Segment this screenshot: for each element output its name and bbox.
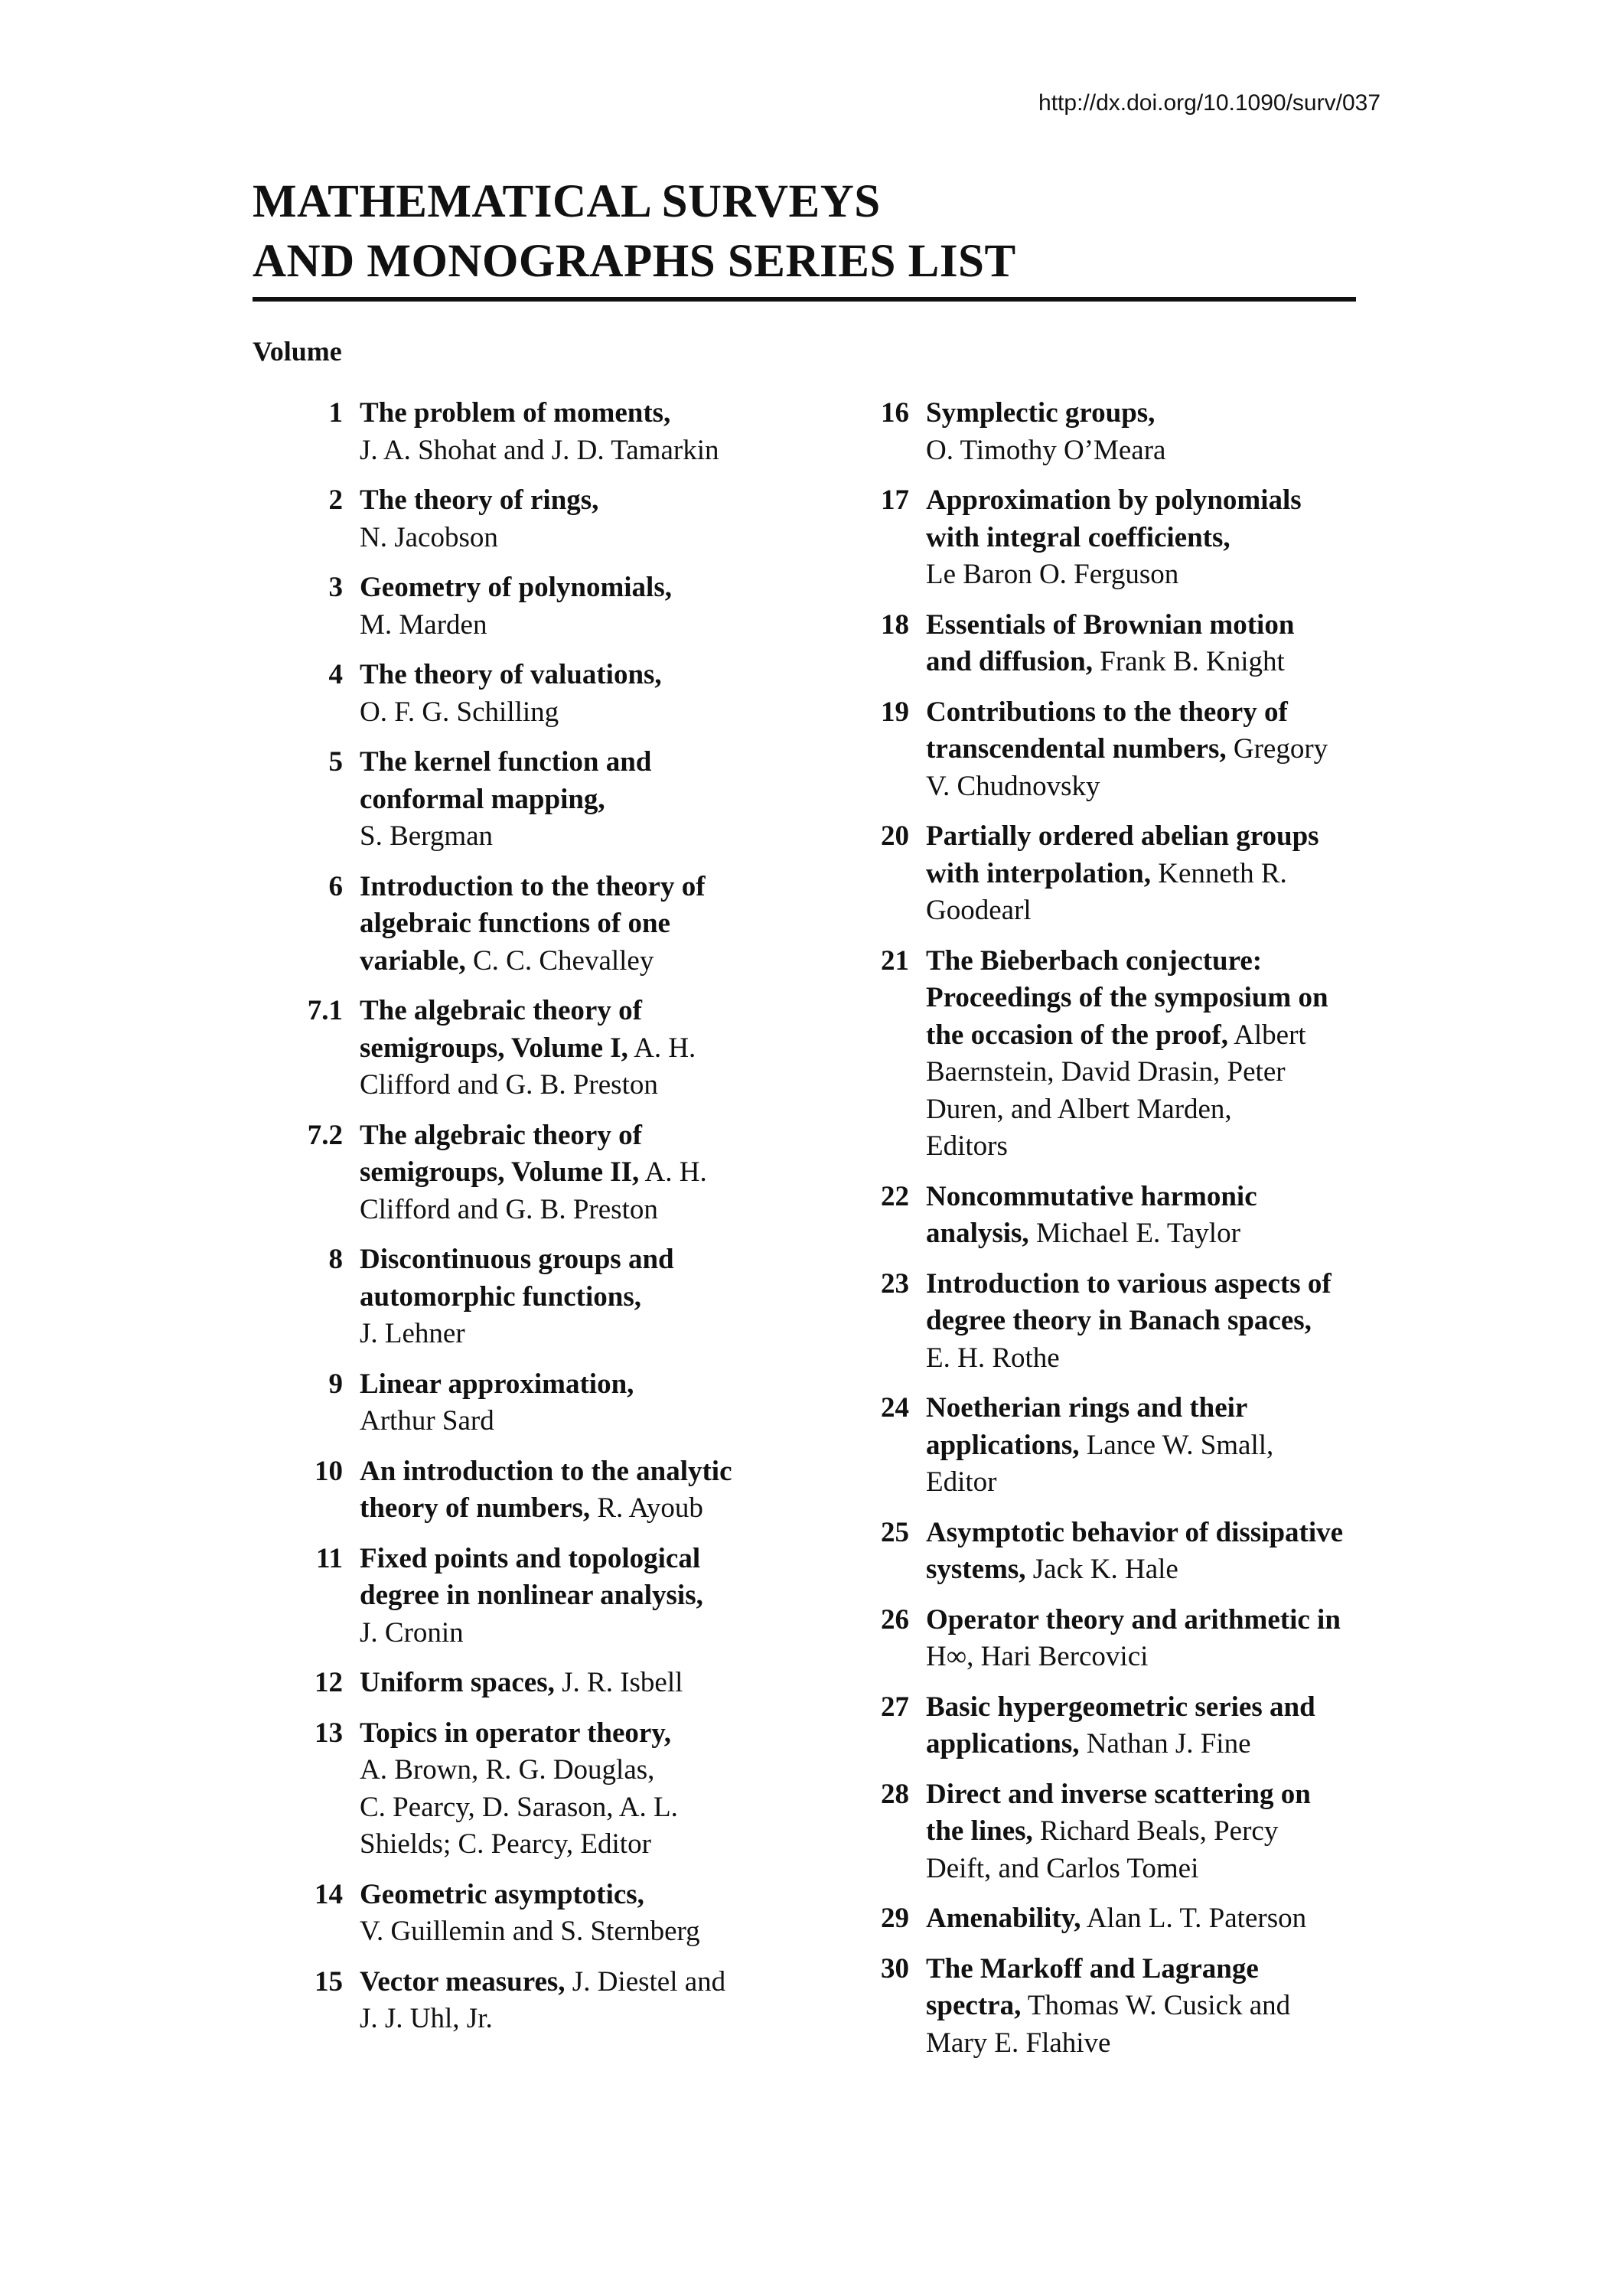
entry-text xyxy=(360,1665,804,1702)
entry-line xyxy=(926,943,1370,980)
series-entry xyxy=(283,1366,804,1440)
author-text: Frank B. Knight xyxy=(1093,646,1285,677)
volume-number: 28 xyxy=(881,1778,909,1810)
volume-number: 26 xyxy=(881,1603,909,1636)
book-title: automorphic functions, xyxy=(360,1280,641,1313)
author-line: O. F. G. Schilling xyxy=(360,696,559,728)
author-text: H∞, Hari Bercovici xyxy=(926,1641,1149,1672)
entry-text xyxy=(926,1602,1370,1676)
series-entry xyxy=(283,482,804,556)
series-entry xyxy=(849,607,1370,681)
volume-number: 11 xyxy=(316,1542,343,1574)
entry-line xyxy=(360,905,804,943)
series-entry xyxy=(283,1241,804,1353)
volume-number: 18 xyxy=(881,608,909,641)
entry-text xyxy=(926,818,1370,930)
author-text: Alan L. T. Paterson xyxy=(1081,1903,1307,1934)
entry-line xyxy=(360,943,804,980)
entry-line xyxy=(360,395,804,432)
book-title: degree in nonlinear analysis, xyxy=(360,1580,703,1611)
series-entry xyxy=(283,744,804,856)
author-line: Mary E. Flahive xyxy=(926,2027,1111,2059)
series-entry xyxy=(283,1877,804,1951)
volume-number: 19 xyxy=(881,696,909,728)
volume-number: 5 xyxy=(328,746,343,778)
book-title: with integral coefficients, xyxy=(926,521,1231,553)
author-text: Thomas W. Cusick and xyxy=(1021,1990,1291,2021)
series-entry xyxy=(849,818,1370,930)
entry-text xyxy=(926,1179,1370,1253)
entry-line xyxy=(926,520,1370,557)
book-title: Essentials of Brownian motion xyxy=(926,608,1295,641)
author-text: A. H. xyxy=(639,1156,707,1188)
entry-line xyxy=(360,1030,804,1068)
entry-line xyxy=(926,1266,1370,1303)
entry-line xyxy=(926,1988,1370,2025)
entry-text xyxy=(360,1541,804,1652)
entry-line xyxy=(360,1490,804,1528)
entry-line xyxy=(926,1215,1370,1253)
entry-text xyxy=(360,569,804,644)
entry-line xyxy=(360,1665,804,1702)
author-text: Gregory xyxy=(1226,733,1328,765)
volume-number: 22 xyxy=(881,1180,909,1212)
entry-text xyxy=(360,1117,804,1229)
author-line: Le Baron O. Ferguson xyxy=(926,559,1179,590)
book-title: Partially ordered abelian groups xyxy=(926,820,1319,852)
entry-line xyxy=(360,781,804,819)
author-line: J. Cronin xyxy=(360,1616,464,1649)
volume-number: 21 xyxy=(881,944,909,977)
entry-text xyxy=(926,607,1370,681)
title-divider xyxy=(253,297,1356,302)
entry-line xyxy=(360,869,804,906)
book-title: algebraic functions of one xyxy=(360,908,670,939)
book-title: Direct and inverse scattering on xyxy=(926,1778,1311,1810)
entry-line xyxy=(926,1813,1370,1851)
author-line: M. Marden xyxy=(360,608,487,641)
entry-line xyxy=(926,1551,1370,1589)
author-line: Duren, and Albert Marden, xyxy=(926,1093,1232,1125)
author-line: V. Chudnovsky xyxy=(926,770,1100,802)
entry-line xyxy=(360,657,804,694)
series-entry xyxy=(283,1715,804,1864)
entry-text xyxy=(926,395,1370,469)
book-title: Contributions to the theory of xyxy=(926,696,1288,728)
volume-number: 8 xyxy=(328,1244,343,1275)
author-line: N. Jacobson xyxy=(360,521,498,553)
series-entry xyxy=(849,482,1370,594)
entry-text xyxy=(360,869,804,980)
volume-number: 23 xyxy=(881,1267,909,1300)
volume-number: 1 xyxy=(328,397,343,429)
entry-text xyxy=(926,943,1370,1166)
series-entry xyxy=(283,993,804,1104)
volume-number: 12 xyxy=(315,1667,343,1698)
entry-line xyxy=(360,482,804,520)
entry-line xyxy=(926,856,1370,893)
book-title: Uniform spaces, xyxy=(360,1667,555,1698)
author-line: J. J. Uhl, Jr. xyxy=(360,2003,493,2034)
author-line: Clifford and G. B. Preston xyxy=(360,1193,658,1225)
page-title xyxy=(253,172,1362,292)
book-title: Topics in operator theory, xyxy=(360,1717,672,1749)
book-title: An introduction to the analytic xyxy=(360,1455,732,1487)
series-entry xyxy=(849,694,1370,806)
entry-line xyxy=(926,395,1370,432)
book-title: applications, xyxy=(926,1429,1080,1461)
book-title: Noetherian rings and their xyxy=(926,1392,1248,1424)
author-text: Albert xyxy=(1227,1019,1306,1051)
book-title: Fixed points and topological xyxy=(360,1542,701,1574)
volume-number: 15 xyxy=(315,1965,343,1998)
book-title: conformal mapping, xyxy=(360,783,605,815)
entry-line xyxy=(360,1279,804,1316)
entry-line xyxy=(926,1303,1370,1340)
series-entry xyxy=(849,1602,1370,1676)
book-title: transcendental numbers, xyxy=(926,733,1227,765)
book-title: systems, xyxy=(926,1554,1026,1585)
book-title: The kernel function and xyxy=(360,746,652,778)
volume-number: 7.1 xyxy=(307,995,343,1026)
series-entry xyxy=(849,1390,1370,1502)
volume-number: 3 xyxy=(328,572,343,603)
volume-number: 24 xyxy=(881,1392,909,1424)
author-line: Clifford and G. B. Preston xyxy=(360,1069,658,1101)
volume-heading: Volume xyxy=(253,336,342,367)
entry-line xyxy=(360,569,804,607)
entry-text xyxy=(360,1877,804,1951)
book-title: The Bieberbach conjecture: xyxy=(926,944,1263,977)
entry-text xyxy=(360,993,804,1104)
series-entry xyxy=(849,1179,1370,1253)
book-title: Proceedings of the symposium on xyxy=(926,982,1328,1013)
entry-line xyxy=(360,1453,804,1491)
series-entry xyxy=(283,395,804,469)
entry-line xyxy=(926,731,1370,768)
series-entry xyxy=(849,1900,1370,1938)
entry-text xyxy=(926,1689,1370,1763)
entry-text xyxy=(360,395,804,469)
entry-text xyxy=(926,694,1370,806)
entry-line xyxy=(360,1541,804,1578)
author-line: Editor xyxy=(926,1466,997,1498)
entry-line xyxy=(926,980,1370,1017)
title-line-2: AND MONOGRAPHS SERIES LIST xyxy=(253,236,1016,287)
entry-line xyxy=(360,1715,804,1753)
book-title: Vector measures, xyxy=(360,1965,566,1998)
series-entry xyxy=(283,1453,804,1528)
entry-text xyxy=(360,657,804,731)
entry-line xyxy=(926,818,1370,856)
book-title: Operator theory and arithmetic in xyxy=(926,1603,1341,1636)
series-entry xyxy=(849,1689,1370,1763)
author-line: J. Lehner xyxy=(360,1318,465,1349)
author-text: Lance W. Small, xyxy=(1079,1429,1274,1461)
series-entry xyxy=(283,1117,804,1229)
book-title: The Markoff and Lagrange xyxy=(926,1952,1259,1985)
entry-line xyxy=(926,644,1370,681)
volume-number: 4 xyxy=(328,659,343,690)
book-title: Geometric asymptotics, xyxy=(360,1878,644,1910)
entry-text xyxy=(360,1715,804,1864)
entry-line xyxy=(926,1427,1370,1465)
author-line: V. Guillemin and S. Sternberg xyxy=(360,1916,700,1947)
book-title: the occasion of the proof, xyxy=(926,1019,1228,1051)
volume-number: 2 xyxy=(328,484,343,516)
series-entry xyxy=(849,1951,1370,2063)
doi-link[interactable]: http://dx.doi.org/10.1090/surv/037 xyxy=(1038,90,1380,116)
book-title: Asymptotic behavior of dissipative xyxy=(926,1516,1344,1548)
series-entry xyxy=(283,1541,804,1652)
entry-line xyxy=(926,1639,1370,1676)
entry-line xyxy=(360,1154,804,1192)
author-line: J. A. Shohat and J. D. Tamarkin xyxy=(360,434,719,466)
author-text: Nathan J. Fine xyxy=(1079,1728,1251,1760)
book-title: degree theory in Banach spaces, xyxy=(926,1305,1312,1336)
author-text: R. Ayoub xyxy=(590,1492,703,1524)
title-line-1: MATHEMATICAL SURVEYS xyxy=(253,176,881,227)
entry-line xyxy=(360,1241,804,1279)
book-title: Linear approximation, xyxy=(360,1368,634,1400)
volume-number: 17 xyxy=(881,484,909,516)
author-text: C. C. Chevalley xyxy=(465,944,654,977)
series-entry xyxy=(849,943,1370,1166)
entry-text xyxy=(360,1241,804,1353)
entry-line xyxy=(360,993,804,1030)
entry-line xyxy=(926,1726,1370,1763)
series-entry xyxy=(849,1515,1370,1589)
book-title: semigroups, Volume I, xyxy=(360,1032,628,1064)
entry-text xyxy=(360,482,804,556)
entry-text xyxy=(926,1900,1370,1938)
author-text: J. R. Isbell xyxy=(554,1667,683,1698)
book-title: Amenability, xyxy=(926,1903,1081,1934)
entry-text xyxy=(926,1266,1370,1378)
entry-line xyxy=(360,1877,804,1914)
volume-number: 13 xyxy=(315,1717,343,1749)
author-text: Richard Beals, Percy xyxy=(1032,1815,1279,1847)
book-title: Discontinuous groups and xyxy=(360,1244,674,1275)
entry-line xyxy=(926,1515,1370,1552)
series-entry xyxy=(283,569,804,644)
author-text: Michael E. Taylor xyxy=(1028,1218,1240,1249)
author-line: Shields; C. Pearcy, Editor xyxy=(360,1828,651,1860)
book-title: Basic hypergeometric series and xyxy=(926,1691,1315,1723)
series-entry xyxy=(849,395,1370,469)
entry-line xyxy=(926,1900,1370,1938)
book-title: Introduction to various aspects of xyxy=(926,1267,1332,1300)
author-text: Jack K. Hale xyxy=(1025,1554,1178,1585)
volume-number: 20 xyxy=(881,820,909,852)
book-title: Geometry of polynomials, xyxy=(360,572,672,603)
entry-line xyxy=(926,607,1370,644)
entry-line xyxy=(360,1117,804,1155)
book-title: variable, xyxy=(360,944,466,977)
author-line: Arthur Sard xyxy=(360,1405,494,1437)
book-title: Noncommutative harmonic xyxy=(926,1180,1257,1212)
series-entry xyxy=(283,657,804,731)
volume-number: 9 xyxy=(328,1368,343,1400)
entry-text xyxy=(360,1366,804,1440)
author-line: Deift, and Carlos Tomei xyxy=(926,1852,1199,1884)
book-title: applications, xyxy=(926,1728,1080,1760)
author-line: S. Bergman xyxy=(360,820,494,852)
left-column xyxy=(283,395,804,2051)
book-title: spectra, xyxy=(926,1990,1022,2021)
entry-line xyxy=(926,1776,1370,1814)
author-line: Editors xyxy=(926,1130,1008,1162)
volume-number: 29 xyxy=(881,1903,909,1934)
volume-number: 14 xyxy=(315,1878,343,1910)
entry-text xyxy=(360,1453,804,1528)
author-text: A. H. xyxy=(627,1032,696,1064)
volume-number: 6 xyxy=(328,870,343,902)
entry-text xyxy=(360,744,804,856)
book-title: with interpolation, xyxy=(926,857,1151,889)
entry-text xyxy=(926,1515,1370,1589)
book-title: The theory of rings, xyxy=(360,484,599,516)
author-line: Baernstein, David Drasin, Peter xyxy=(926,1056,1286,1088)
volume-number: 30 xyxy=(881,1952,909,1985)
entry-text xyxy=(926,1951,1370,2063)
book-title: and diffusion, xyxy=(926,646,1093,677)
book-title: The algebraic theory of xyxy=(360,1119,642,1151)
entry-text xyxy=(926,1776,1370,1888)
author-text: Kenneth R. xyxy=(1150,857,1287,889)
entry-line xyxy=(926,482,1370,520)
entry-line xyxy=(360,744,804,781)
series-entry xyxy=(849,1776,1370,1888)
volume-number: 27 xyxy=(881,1691,909,1723)
book-title: Introduction to the theory of xyxy=(360,870,706,902)
author-line: E. H. Rothe xyxy=(926,1342,1060,1374)
volume-number: 7.2 xyxy=(307,1119,343,1151)
series-entry xyxy=(283,1964,804,2038)
entry-line xyxy=(926,1689,1370,1727)
series-entry xyxy=(849,1266,1370,1378)
entry-text xyxy=(926,1390,1370,1502)
entry-line xyxy=(360,1577,804,1615)
book-title: semigroups, Volume II, xyxy=(360,1156,640,1188)
book-title: The theory of valuations, xyxy=(360,659,662,690)
author-line: A. Brown, R. G. Douglas, xyxy=(360,1754,655,1786)
book-title: Approximation by polynomials xyxy=(926,484,1302,516)
entry-line xyxy=(926,1017,1370,1055)
author-text: J. Diestel and xyxy=(565,1965,726,1998)
entry-text xyxy=(926,482,1370,594)
book-title: the lines, xyxy=(926,1815,1033,1847)
entry-line xyxy=(926,694,1370,732)
book-title: theory of numbers, xyxy=(360,1492,591,1524)
volume-number: 10 xyxy=(315,1455,343,1487)
entry-line xyxy=(926,1390,1370,1427)
book-title: analysis, xyxy=(926,1218,1029,1249)
series-entry xyxy=(283,869,804,980)
entry-line xyxy=(926,1602,1370,1639)
author-line: C. Pearcy, D. Sarason, A. L. xyxy=(360,1791,678,1823)
entry-line xyxy=(360,1366,804,1404)
author-line: Goodearl xyxy=(926,895,1032,926)
series-entry xyxy=(283,1665,804,1702)
author-line: O. Timothy O’Meara xyxy=(926,434,1166,466)
entry-line xyxy=(360,1964,804,2001)
entry-text xyxy=(360,1964,804,2038)
right-column xyxy=(849,395,1370,2075)
volume-number: 25 xyxy=(881,1516,909,1548)
book-title: The problem of moments, xyxy=(360,397,671,429)
entry-line xyxy=(926,1951,1370,1988)
entry-line xyxy=(926,1179,1370,1216)
book-title: The algebraic theory of xyxy=(360,995,642,1026)
volume-number: 16 xyxy=(881,397,909,429)
book-title: Symplectic groups, xyxy=(926,397,1156,429)
